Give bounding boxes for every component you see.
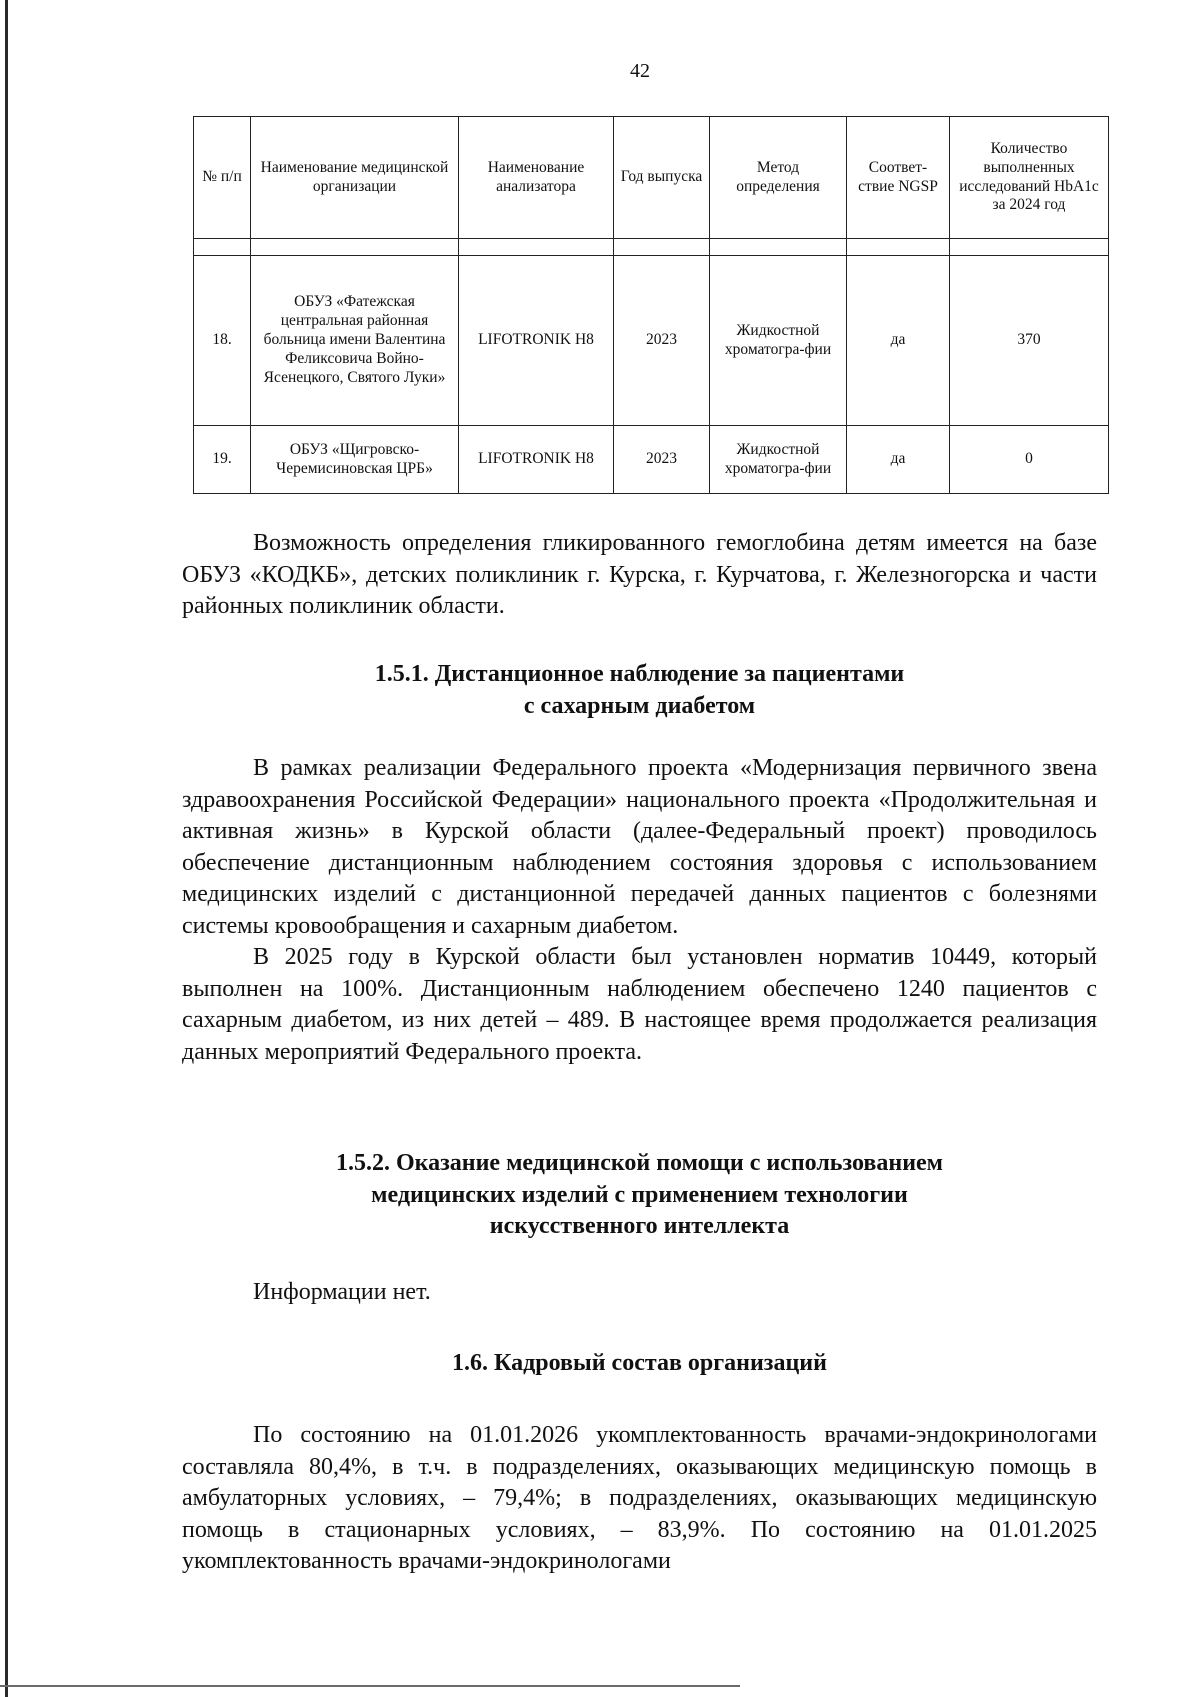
heading-line: с сахарным диабетом [523, 692, 756, 719]
heading-line: 1.5.2. Оказание медицинской помощи с использованием [335, 1150, 944, 1176]
heading-line: медицинских изделий с применением технологии [371, 1181, 908, 1208]
header-cell-ngsp: Соответ-ствие NGSP [847, 117, 950, 239]
cell-year: 2023 [614, 426, 710, 494]
spacer-cell [251, 239, 459, 256]
scan-border-bottom [0, 1685, 740, 1687]
header-cell-year: Год выпуска [614, 117, 710, 239]
paragraph-children-testing [182, 528, 1097, 623]
scan-border-left [5, 0, 8, 1697]
table-row [194, 426, 1109, 494]
section-1-5-1-body [182, 753, 1097, 1068]
cell-ngsp: да [847, 256, 950, 426]
cell-count: 370 [950, 256, 1109, 426]
paragraph-text: Информации нет. [253, 1279, 431, 1305]
heading-line: искусственного интеллекта [489, 1213, 790, 1239]
cell-count: 0 [950, 426, 1109, 494]
heading-line: 1.6. Кадровый состав организаций [452, 1350, 827, 1376]
spacer-cell [614, 239, 710, 256]
table-header-row [194, 117, 1109, 239]
header-cell-count: Количество выполненных исследований HbA1c за 2024 год [950, 117, 1109, 239]
heading-line: 1.5.1. Дистанционное наблюдение за пациентами [374, 661, 905, 687]
header-cell-method: Метод определения [710, 117, 847, 239]
cell-ngsp: да [847, 426, 950, 494]
cell-year: 2023 [614, 256, 710, 426]
header-cell-number: № п/п [194, 117, 251, 239]
cell-method: Жидкостной хроматогра-фии [710, 426, 847, 494]
spacer-cell [710, 239, 847, 256]
page-number: 42 [630, 60, 650, 82]
section-1-5-2-heading [182, 1148, 1097, 1243]
analyzers-table [193, 116, 1109, 494]
spacer-cell [950, 239, 1109, 256]
section-1-5-2-body [182, 1277, 1097, 1309]
cell-analyzer: LIFOTRONIK H8 [459, 426, 614, 494]
paragraph-text: В 2025 году в Курской области был установлен норматив 10449, который выполнен на 100%. Дистанционным наблюдением обеспечено 1240 пациентов с сахарным диабетом, из них детей – 489. В настоящее время продолжается реализация данных мероприятий Федерального проекта. [182, 944, 1097, 1065]
cell-organization: ОБУЗ «Щигровско-Черемисиновская ЦРБ» [251, 426, 459, 494]
section-1-6-heading [182, 1348, 1097, 1380]
paragraph-text: По состоянию на 01.01.2026 укомплектованность врачами-эндокринологами составляла 80,4%, в т.ч. в подразделениях, оказывающих медицинскую помощь в амбулаторных условиях, – 79,4%; в подразделениях, оказывающих медицинскую помощь в стационарных условиях, – 83,9%. По состоянию на 01.01.2025 укомплектованность врачами-эндокринологами [182, 1422, 1097, 1574]
table-spacer-row [194, 239, 1109, 256]
paragraph-text: Возможность определения гликированного гемоглобина детям имеется на базе ОБУЗ «КОДКБ», детских поликлиник г. Курска, г. Курчатова, г. Железногорска и части районных поликлиник области. [182, 530, 1097, 619]
cell-organization: ОБУЗ «Фатежская центральная районная больница имени Валентина Феликсовича Войно-Ясенецкого, Святого Луки» [251, 256, 459, 426]
spacer-cell [459, 239, 614, 256]
table-row [194, 256, 1109, 426]
cell-analyzer: LIFOTRONIK H8 [459, 256, 614, 426]
paragraph-text: В рамках реализации Федерального проекта «Модернизация первичного звена здравоохранения Российской Федерации» национального проекта «Продолжительная и активная жизнь» в Курской области (далее-Федеральный проект) проводилось обеспечение дистанционным наблюдением состояния здоровья с использованием медицинских изделий с дистанционной передачей данных пациентов с болезнями системы кровообращения и сахарным диабетом. [182, 755, 1097, 939]
header-cell-analyzer: Наименование анализатора [459, 117, 614, 239]
header-cell-organization: Наименование медицинской организации [251, 117, 459, 239]
cell-method: Жидкостной хроматогра-фии [710, 256, 847, 426]
section-1-6-body [182, 1420, 1097, 1578]
cell-number: 19. [194, 426, 251, 494]
section-1-5-1-heading [182, 659, 1097, 722]
spacer-cell [194, 239, 251, 256]
spacer-cell [847, 239, 950, 256]
cell-number: 18. [194, 256, 251, 426]
